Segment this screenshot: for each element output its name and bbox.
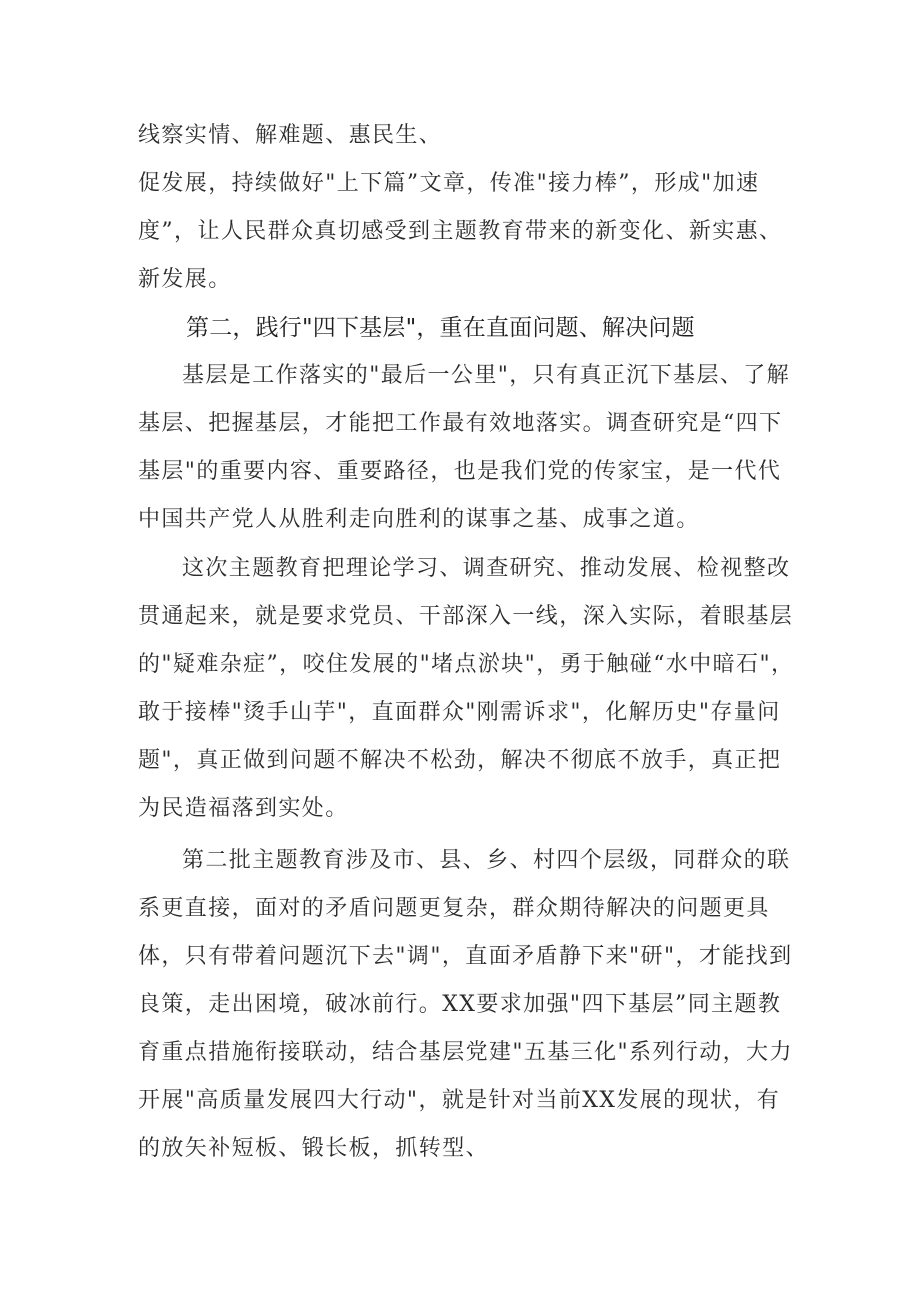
fragment-line: 线察实情、解难题、惠民生、 — [138, 123, 443, 148]
document-body — [138, 112, 802, 1173]
paragraph-3: 这次主题教育把理论学习、调查研究、推动发展、检视整改贯通起来，就是要求党员、干部深入一线，深入实际，着眼基层的"疑难杂症”，咬住发展的"堵点淤块"，勇于触碰“水中暗石"，敢于接棒"烫手山芋"，直面群众"刚需诉求"，化解历史"存量问题"，真正做到问题不解决不松劲，解决不彻底不放手，真正把为民造福落到实处。 — [138, 556, 795, 821]
paragraph-4: 第二批主题教育涉及市、县、乡、村四个层级，同群众的联系更直接，面对的矛盾问题更复杂，群众期待解决的问题更具体，只有带着问题沉下去"调"，直面矛盾静下来"研"，才能找到良策，走出困境，破冰前行。XX要求加强"四下基层”同主题教育重点措施衔接联动，结合基层党建"五基三化"系列行动，大力开展"高质量发展四大行动"，就是针对当前XX发展的现状，有的放矢补短板、锻长板，抓转型、 — [138, 848, 793, 1161]
paragraph-1: 促发展，持续做好"上下篇”文章，传准"接力棒”，形成"加速度”，让人民群众真切感受到主题教育带来的新变化、新实惠、新发展。 — [138, 171, 783, 292]
paragraph-2: 基层是工作落实的"最后一公里"，只有真正沉下基层、了解基层、把握基层，才能把工作最有效地落实。调查研究是“四下基层"的重要内容、重要路径，也是我们党的传家宝，是一代代中国共产党人从胜利走向胜利的谋事之基、成事之道。 — [138, 363, 791, 532]
section-heading: 第二，践行"四下基层"，重在直面问题、解决问题 — [186, 315, 695, 341]
